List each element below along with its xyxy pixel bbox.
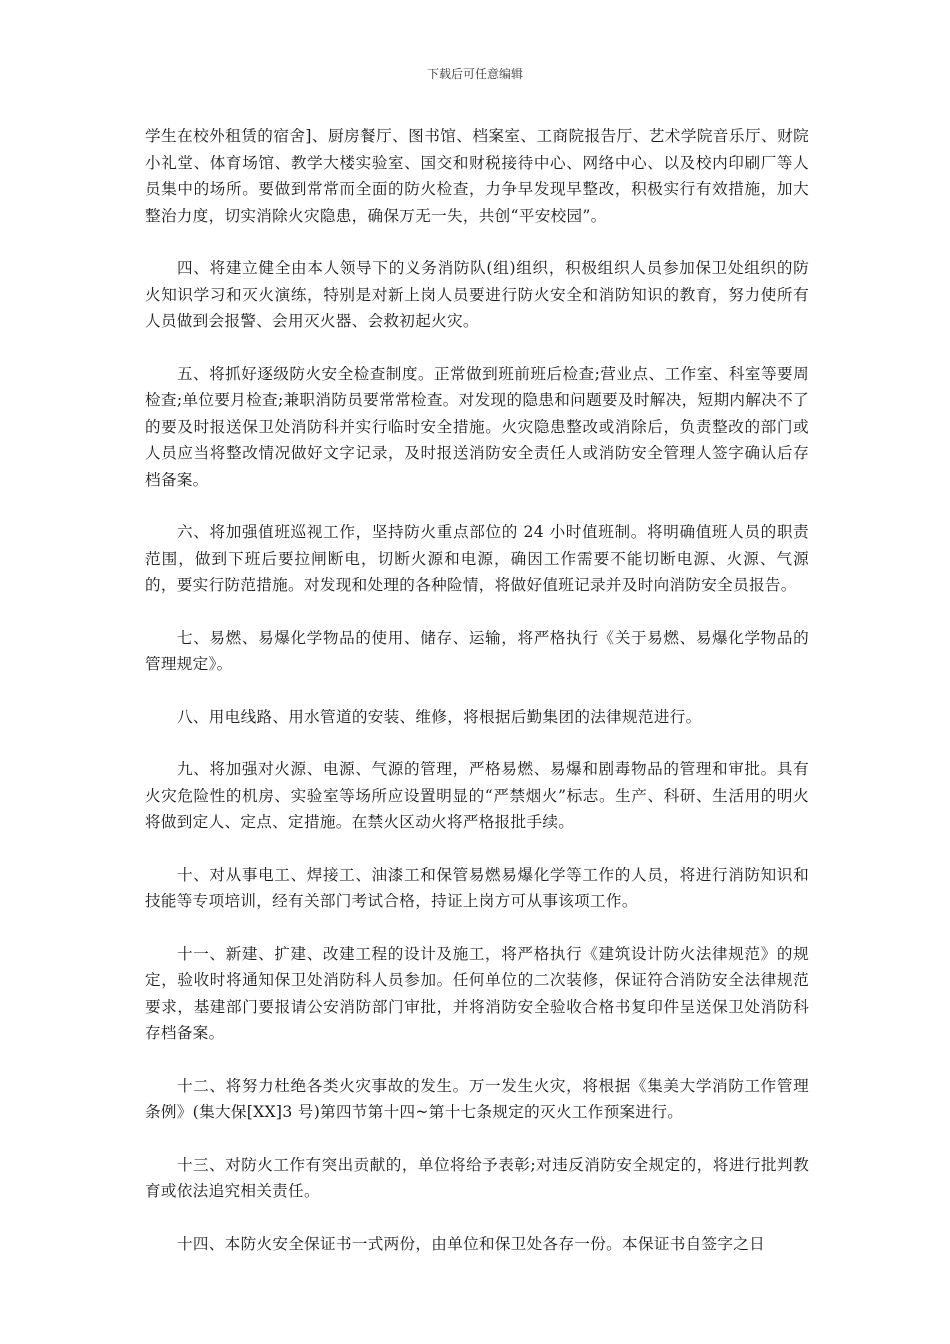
download-note: 下载后可任意编辑 <box>426 67 523 81</box>
paragraph-item-4: 四、将建立健全由本人领导下的义务消防队(组)组织，积极组织人员参加保卫处组织的防火知识学习和灭火演练，特别是对新上岗人员要进行防火安全和消防知识的教育，努力使所有人员做到会报警、会用灭火器、会救初起火灾。 <box>145 259 809 330</box>
paragraph-item-5: 五、将抓好逐级防火安全检查制度。正常做到班前班后检查;营业点、工作室、科室等要周检查;单位要月检查;兼职消防员要常常检查。对发现的隐患和问题要及时解决，短期内解决不了的要及时报送保卫处消防科并实行临时安全措施。火灾隐患整改或消除后，负责整改的部门或人员应当将整改情况做好文字记录，及时报送消防安全责任人或消防安全管理人签字确认后存档备案。 <box>145 364 809 489</box>
document-body <box>145 123 809 1257</box>
paragraph-item-7: 七、易燃、易爆化学物品的使用、储存、运输，将严格执行《关于易燃、易爆化学物品的管理规定》。 <box>145 628 809 673</box>
paragraph-item-14: 十四、本防火安全保证书一式两份，由单位和保卫处各存一份。本保证书自签字之日 <box>177 1234 766 1253</box>
paragraph-item-11: 十一、新建、扩建、改建工程的设计及施工，将严格执行《建筑设计防火法律规范》的规定，验收时将通知保卫处消防科人员参加。任何单位的二次装修，保证符合消防安全法律规范要求，基建部门要报请公安消防部门审批，并将消防安全验收合格书复印件呈送保卫处消防科存档备案。 <box>145 944 809 1042</box>
paragraph-continuation: 学生在校外租赁的宿舍]、厨房餐厅、图书馆、档案室、工商院报告厅、艺术学院音乐厅、财院小礼堂、体育场馆、教学大楼实验室、国交和财税接待中心、网络中心、以及校内印刷厂等人员集中的场所。要做到常常而全面的防火检查，力争早发现早整改，积极实行有效措施，加大整治力度，切实消除火灾隐患，确保万无一失，共创“平安校园”。 <box>145 127 809 225</box>
paragraph-item-13: 十三、对防火工作有突出贡献的，单位将给予表彰;对违反消防安全规定的，将进行批判教育或依法追究相关责任。 <box>145 1155 809 1200</box>
paragraph-item-6: 六、将加强值班巡视工作，坚持防火重点部位的 24 小时值班制。将明确值班人员的职责范围，做到下班后要拉闸断电，切断火源和电源，确因工作需要不能切断电源、火源、气源的，要实行防范措施。对发现和处理的各种险情，将做好值班记录并及时向消防安全员报告。 <box>145 523 809 594</box>
paragraph-item-10: 十、对从事电工、焊接工、油漆工和保管易燃易爆化学等工作的人员，将进行消防知识和技能等专项培训，经有关部门考试合格，持证上岗方可从事该项工作。 <box>145 865 809 910</box>
paragraph-item-12: 十二、将努力杜绝各类火灾事故的发生。万一发生火灾，将根据《集美大学消防工作管理条例》(集大保[XX]3 号)第四节第十四~第十七条规定的灭火工作预案进行。 <box>145 1076 809 1121</box>
paragraph-item-9: 九、将加强对火源、电源、气源的管理，严格易燃、易爆和剧毒物品的管理和审批。具有火灾危险性的机房、实验室等场所应设置明显的“严禁烟火”标志。生产、科研、生活用的明火将做到定人、定点、定措施。在禁火区动火将严格报批手续。 <box>145 760 809 831</box>
paragraph-item-8: 八、用电线路、用水管道的安装、维修，将根据后勤集团的法律规范进行。 <box>177 707 702 726</box>
